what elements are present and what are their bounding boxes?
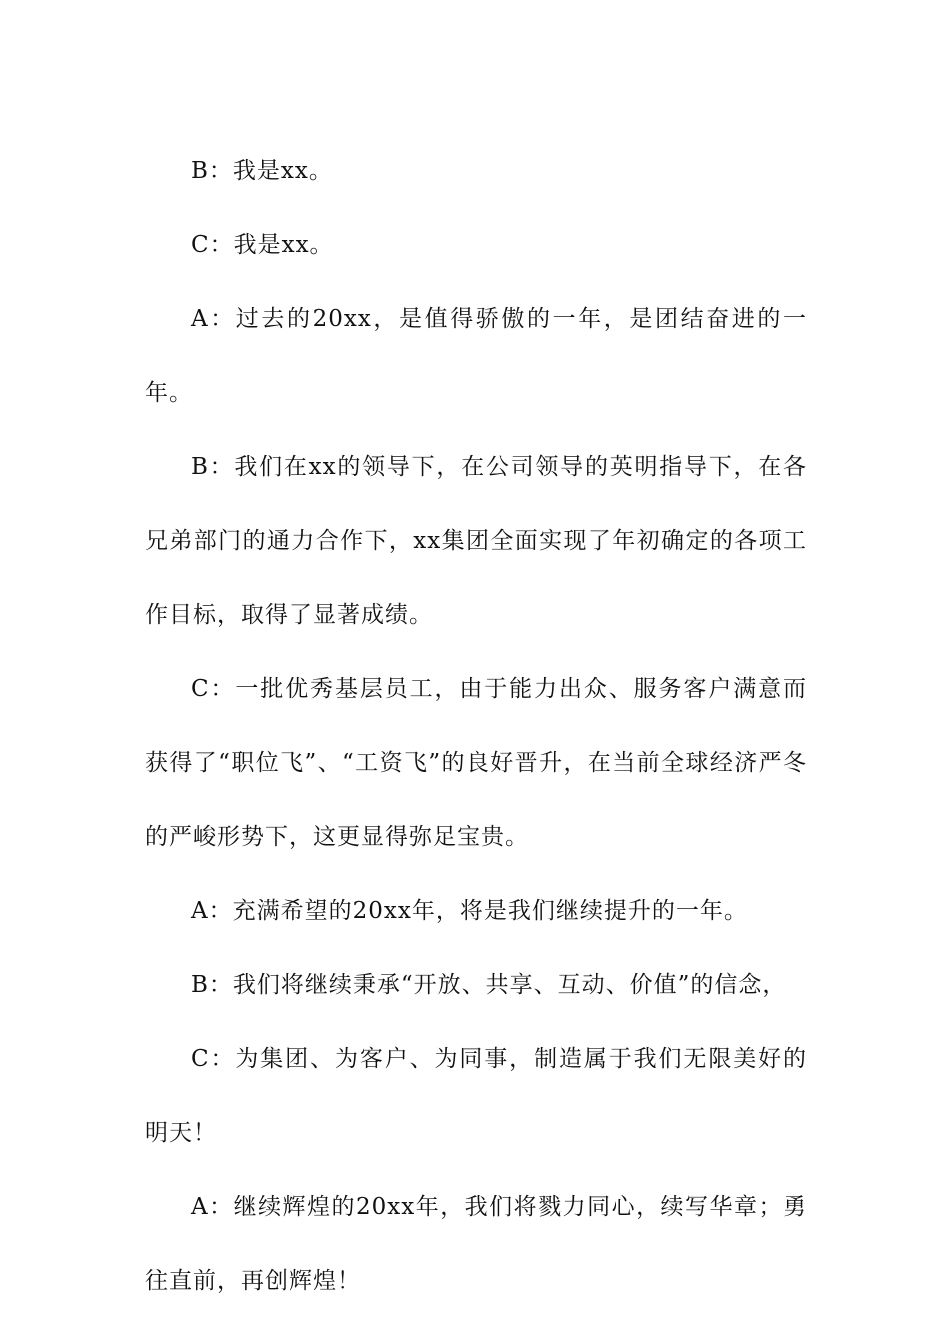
paragraph-b-belief: B：我们将继续秉承“开放、共享、互动、价值”的信念， bbox=[191, 972, 787, 998]
paragraph-b-intro: B：我是xx。 bbox=[191, 158, 333, 184]
paragraph-c-tomorrow: C：为集团、为客户、为同事，制造属于我们无限美好的明天！ bbox=[145, 1046, 807, 1146]
paragraph-b-achievements: B：我们在xx的领导下，在公司领导的英明指导下，在各兄弟部门的通力合作下，xx集团全面实现了年初确定的各项工作目标，取得了显著成绩。 bbox=[145, 454, 807, 628]
paragraph-c-employees: C：一批优秀基层员工，由于能力出众、服务客户满意而获得了“职位飞”、“工资飞”的良好晋升，在当前全球经济严冬的严峻形势下，这更显得弥足宝贵。 bbox=[145, 676, 807, 850]
paragraph-a-brilliance: A：继续辉煌的20xx年，我们将戮力同心，续写华章；勇往直前，再创辉煌！ bbox=[145, 1194, 807, 1294]
document-body bbox=[145, 134, 807, 1318]
paragraph-a-past-year: A：过去的20xx，是值得骄傲的一年，是团结奋进的一年。 bbox=[145, 306, 807, 406]
paragraph-a-hope: A：充满希望的20xx年，将是我们继续提升的一年。 bbox=[191, 898, 748, 924]
paragraph-c-intro: C：我是xx。 bbox=[191, 232, 334, 258]
